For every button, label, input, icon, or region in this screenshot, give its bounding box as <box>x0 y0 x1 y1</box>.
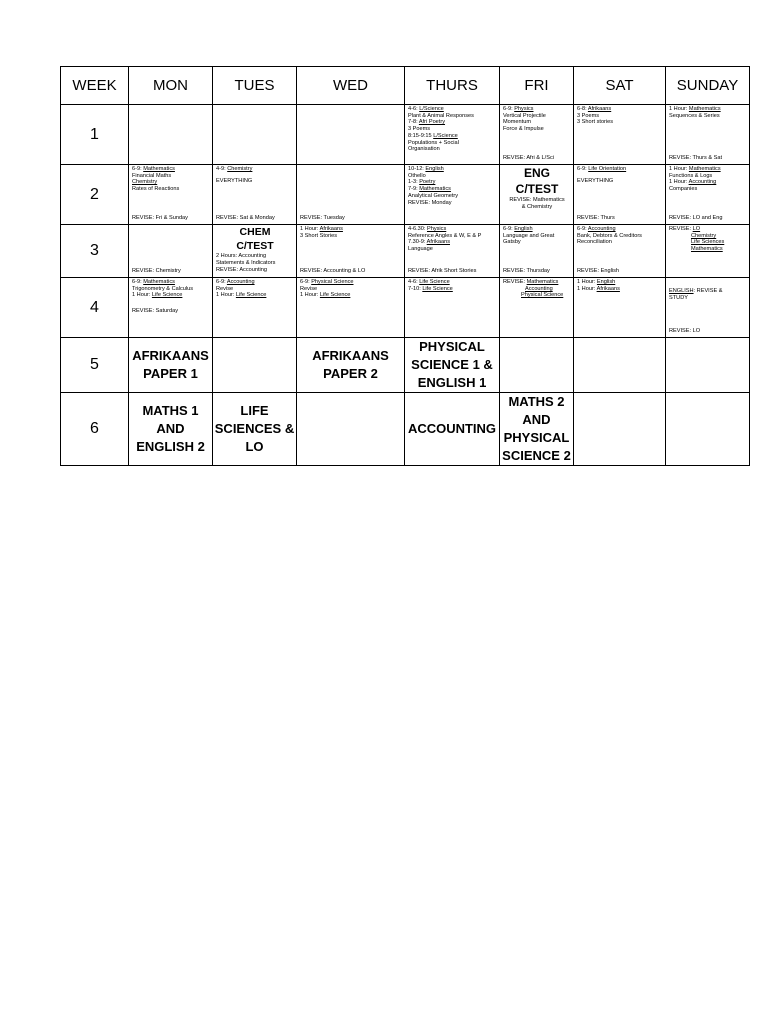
cell-w4-wed <box>297 278 405 338</box>
exam-title: PHYSICAL <box>419 339 485 355</box>
revise-note: REVISE: Tuesday <box>300 215 345 222</box>
time-text: 6-9: <box>503 106 515 112</box>
cell-w2-mon <box>129 165 213 225</box>
time-text: 8:15-9:15 <box>408 132 434 139</box>
time-text: 6-9: <box>132 166 144 172</box>
time-text: 1 Hour: <box>577 285 597 292</box>
subject-text: Life Science <box>235 292 267 299</box>
topic-text: 3 Poems <box>408 126 431 133</box>
exam-title: SCIENCE 2 <box>502 447 571 463</box>
exam-w6-thu <box>405 393 500 466</box>
topic-text: Sequences & Series <box>669 112 720 119</box>
cell-w2-fri <box>500 165 574 225</box>
header-fri: FRI <box>500 67 574 105</box>
cell-w5-tue <box>213 338 297 393</box>
subject-text: Physics <box>426 226 447 232</box>
cell-w3-mon <box>129 225 213 278</box>
time-text: 1 Hour: <box>669 106 689 112</box>
time-text: 4-6: <box>408 106 420 112</box>
cell-w3-fri <box>500 225 574 278</box>
time-text: 1 Hour: <box>669 166 689 172</box>
time-text: 6-9: <box>577 226 588 232</box>
topic-text: Revise <box>216 285 234 292</box>
time-text: 6-9: <box>503 226 515 232</box>
subject-text: Mathematics <box>526 279 559 285</box>
subject-text: Life Orientation <box>588 166 627 172</box>
revise-note: REVISE: Afrik Short Stories <box>408 268 477 275</box>
subject-text: Life Science <box>419 279 450 285</box>
topic-text: Vertical Projectile <box>503 112 546 119</box>
subject-text: Physics <box>514 106 534 112</box>
topic-text: Reference Angles & W, E & P <box>408 232 482 239</box>
exam-title: MATHS 2 <box>508 394 565 409</box>
subject-text: Physical Science <box>311 279 354 285</box>
cell-w5-sun <box>666 338 750 393</box>
subject-text: Mathematics <box>143 166 175 172</box>
exam-w5-mon <box>129 338 213 393</box>
revise-note: REVISE: Monday <box>408 199 452 206</box>
time-text: 7-10: <box>408 285 423 292</box>
cell-w3-wed <box>297 225 405 278</box>
cell-w4-tue <box>213 278 297 338</box>
week-row-5 <box>61 338 750 393</box>
cell-w1-tue <box>213 105 297 165</box>
topic-text: Othello <box>408 172 426 179</box>
subject-text: ENGLISH <box>669 288 694 294</box>
week-number: 1 <box>61 105 129 165</box>
subject-text: Life Science <box>319 292 351 299</box>
time-text: 1 Hour: <box>300 226 320 232</box>
cell-w4-thu <box>405 278 500 338</box>
exam-title: PAPER 1 <box>143 366 198 381</box>
revise-note: REVISE: Accounting & LO <box>300 268 366 275</box>
week-number: 4 <box>61 278 129 338</box>
cell-w3-thu <box>405 225 500 278</box>
time-text: 6-9: <box>216 279 227 285</box>
exam-w5-wed <box>297 338 405 393</box>
exam-title: ENGLISH 2 <box>136 438 205 454</box>
header-mon: MON <box>129 67 213 105</box>
topic-text: Populations + Social <box>408 139 459 146</box>
cell-w6-sat <box>574 393 666 466</box>
cell-w3-sat <box>574 225 666 278</box>
topic-text: Rates of Reactions <box>132 186 180 193</box>
topic-text: Force & Impulse <box>503 126 544 133</box>
topic-text: STUDY <box>669 294 688 301</box>
week-number: 5 <box>61 338 129 393</box>
revise-note: REVISE: English <box>577 268 619 275</box>
topic-text: : REVISE & <box>693 288 723 294</box>
exam-title: MATHS 1 <box>142 402 199 418</box>
time-text: REVISE: <box>503 279 527 285</box>
week-row-6 <box>61 393 750 466</box>
time-text: 6-8: <box>577 106 588 112</box>
cell-w1-mon <box>129 105 213 165</box>
topic-text: 3 Short Stories <box>300 232 337 239</box>
subject-text: Afrikaans <box>319 226 343 232</box>
subject-text: Afrikaans <box>426 239 450 246</box>
time-text: 7-9: <box>408 186 420 193</box>
subject-text: Mathematics <box>688 106 721 112</box>
time-text: 6-9: <box>300 279 312 285</box>
topic-text: Functions & Logs <box>669 172 713 179</box>
subject-text: Physical Science <box>521 292 564 299</box>
exam-title: PAPER 2 <box>323 366 378 381</box>
exam-w6-fri <box>500 393 574 466</box>
subject-text: Mathematics <box>688 166 721 172</box>
subject-text: Life Science <box>151 292 183 299</box>
header-week: WEEK <box>61 67 129 105</box>
revise-note: REVISE: Accounting <box>216 266 267 273</box>
revise-note: REVISE: Sat & Monday <box>216 215 275 222</box>
revise-note: REVISE: Thursday <box>503 268 550 275</box>
cell-w5-fri <box>500 338 574 393</box>
week-row-4 <box>61 278 750 338</box>
exam-title: LO <box>245 438 264 454</box>
time-text: 10-12: <box>408 166 426 172</box>
cell-w2-wed <box>297 165 405 225</box>
time-text: 1 Hour: <box>577 279 597 285</box>
topic-text: Trigonometry & Calculus <box>132 285 194 292</box>
subject-text: English <box>425 166 444 172</box>
subject-text: Mathematics <box>419 186 451 193</box>
exam-w6-tue <box>213 393 297 466</box>
week-number: 3 <box>61 225 129 278</box>
time-text: 1 Hour: <box>216 292 236 299</box>
subject-text: Poetry <box>419 179 436 186</box>
cell-w3-sun <box>666 225 750 278</box>
time-text: 7-8: <box>408 119 419 126</box>
exam-title: AND <box>156 420 185 436</box>
topic-text: Gatsby <box>503 239 521 246</box>
topic-text: Bank, Debtors & Creditors <box>577 232 642 239</box>
revise-note: REVISE: LO and Eng <box>669 215 723 222</box>
subject-text: Mathematics <box>691 246 723 253</box>
header-sat: SAT <box>574 67 666 105</box>
revise-note: REVISE: Mathematics <box>509 197 565 204</box>
cell-w6-sun <box>666 393 750 466</box>
revise-note: REVISE: LO <box>669 328 701 335</box>
subject-text: Chemistry <box>691 232 717 239</box>
subject-text: Afri Poetry <box>418 119 446 126</box>
week-number: 2 <box>61 165 129 225</box>
subject-text: Chemistry <box>227 166 253 172</box>
cell-w1-sun <box>666 105 750 165</box>
exam-title: PHYSICAL <box>503 429 570 445</box>
header-wed: WED <box>297 67 405 105</box>
exam-title: AND <box>522 411 551 427</box>
cell-w2-thu <box>405 165 500 225</box>
test-title: CHEM <box>239 226 271 238</box>
topic-text: Revise <box>300 285 318 292</box>
exam-title: LIFE <box>240 402 269 418</box>
subject-text: Life Sciences <box>691 239 725 246</box>
subject-text: Accounting <box>587 226 616 232</box>
exam-title: AFRIKAANS <box>312 348 389 364</box>
time-text: 4-6: <box>408 279 420 285</box>
week-row-3 <box>61 225 750 278</box>
time-text: REVISE: <box>669 226 693 232</box>
test-title: ENG <box>523 166 550 180</box>
header-tues: TUES <box>213 67 297 105</box>
header-thurs: THURS <box>405 67 500 105</box>
subject-text: Afrikaans <box>587 106 612 112</box>
time-text: 6-9: <box>577 166 589 172</box>
revise-note: REVISE: Afri & L/Sci <box>503 155 554 162</box>
time-text: 4-6.30: <box>408 226 427 232</box>
subject-text: Accounting <box>226 279 255 285</box>
subject-text: Life Science <box>422 285 453 292</box>
subject-text: English <box>514 226 533 232</box>
cell-w3-tue <box>213 225 297 278</box>
exam-title: ACCOUNTING <box>407 420 497 436</box>
cell-w4-mon <box>129 278 213 338</box>
cell-w1-wed <box>297 105 405 165</box>
subject-text: Mathematics <box>143 279 175 285</box>
revise-note: REVISE: Thurs & Sat <box>669 155 723 162</box>
cell-w2-tue <box>213 165 297 225</box>
time-text: 1 Hour: <box>300 292 320 299</box>
study-timetable <box>60 66 750 466</box>
topic-text: Momentum <box>503 119 531 126</box>
time-text: 7.30-9: <box>408 239 427 246</box>
cell-w6-wed <box>297 393 405 466</box>
subject-text: L/Science <box>419 106 444 112</box>
revise-note: & Chemistry <box>521 203 553 210</box>
cell-w4-fri <box>500 278 574 338</box>
exam-title: SCIENCE 1 & <box>411 357 493 373</box>
time-text: 1 Hour: <box>669 179 689 186</box>
time-text: 4-9: <box>216 166 228 172</box>
topic-text: Reconciliation <box>577 239 612 246</box>
topic-text: Language <box>408 246 433 253</box>
cell-w1-thu <box>405 105 500 165</box>
time-text: 1-3: <box>408 179 420 186</box>
topic-text: Language and Great <box>503 232 555 239</box>
exam-title: AFRIKAANS <box>132 348 209 364</box>
revise-note: REVISE: Thurs <box>577 215 615 222</box>
header-sunday: SUNDAY <box>666 67 750 105</box>
exam-w6-mon <box>129 393 213 466</box>
cell-w1-sat <box>574 105 666 165</box>
exam-w5-thu <box>405 338 500 393</box>
topic-text: Analytical Geometry <box>408 192 459 199</box>
topic-text: EVERYTHING <box>216 177 253 184</box>
exam-title: SCIENCES & <box>214 420 295 436</box>
test-title: C/TEST <box>236 239 274 252</box>
topic-text: Financial Maths <box>132 172 172 179</box>
time-text: 6-9: <box>132 279 144 285</box>
topic-text: Statements & Indicators <box>216 259 276 266</box>
topic-text: 2 Hours: Accounting <box>216 253 267 260</box>
topic-text: EVERYTHING <box>577 177 614 184</box>
subject-text: LO <box>692 226 701 232</box>
topic-text: 3 Poems <box>577 112 600 119</box>
cell-w4-sat <box>574 278 666 338</box>
cell-w1-fri <box>500 105 574 165</box>
time-text: 1 Hour: <box>132 292 152 299</box>
week-number: 6 <box>61 393 129 466</box>
week-row-1 <box>61 105 750 165</box>
topic-text: Plant & Animal Responses <box>408 112 474 119</box>
test-title: C/TEST <box>515 181 559 196</box>
subject-text: Accounting <box>688 179 717 186</box>
topic-text: Organisation <box>408 146 440 153</box>
subject-text: Chemistry <box>132 179 158 186</box>
cell-w5-sat <box>574 338 666 393</box>
revise-note: REVISE: Fri & Sunday <box>132 215 188 222</box>
topic-text: 3 Short stories <box>577 119 614 126</box>
revise-note: REVISE: Chemistry <box>132 268 181 275</box>
cell-w4-sun <box>666 278 750 338</box>
cell-w2-sun <box>666 165 750 225</box>
subject-text: Accounting <box>525 285 553 292</box>
revise-note: REVISE: Saturday <box>132 308 179 315</box>
week-row-2 <box>61 165 750 225</box>
header-row <box>61 67 750 105</box>
cell-w2-sat <box>574 165 666 225</box>
exam-title: ENGLISH 1 <box>417 374 487 390</box>
subject-text: Afrikaans <box>596 285 620 292</box>
subject-text: L/Science <box>433 132 458 139</box>
topic-text: Companies <box>669 186 698 193</box>
subject-text: English <box>596 279 616 285</box>
